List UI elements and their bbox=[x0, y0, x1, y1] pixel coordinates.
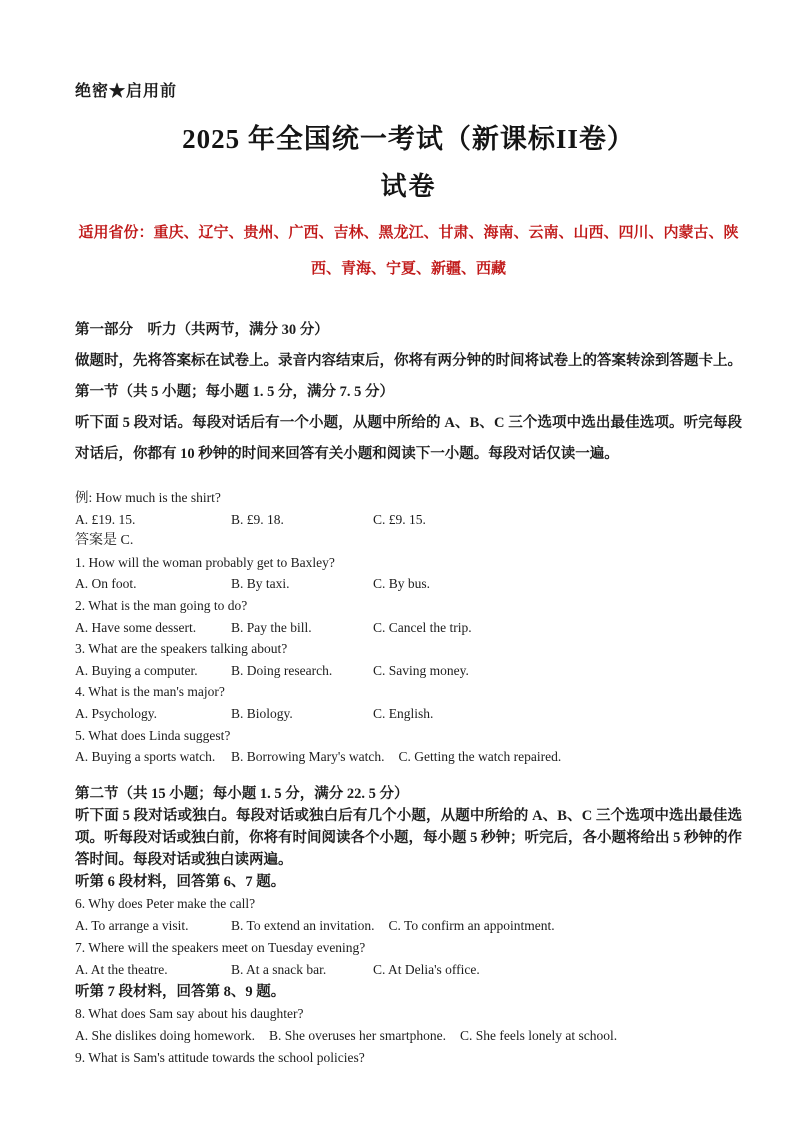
option-a: A. Psychology. bbox=[75, 705, 158, 721]
option-b: B. By taxi. bbox=[231, 576, 290, 592]
option-a: A. £19. 15. bbox=[75, 511, 136, 527]
material-6-prompt: 听第 6 段材料，回答第 6、7 题。 bbox=[75, 873, 286, 890]
option-b: B. Borrowing Mary's watch. bbox=[231, 749, 385, 765]
options-row bbox=[75, 617, 742, 639]
options-row bbox=[75, 1025, 742, 1047]
question-text: 5. What does Linda suggest? bbox=[75, 727, 231, 743]
question-6 bbox=[75, 893, 742, 937]
option-c: C. Saving money. bbox=[373, 662, 469, 678]
section1-questions bbox=[75, 487, 742, 768]
option-c: C. £9. 15. bbox=[373, 511, 426, 527]
option-c: C. She feels lonely at school. bbox=[459, 1027, 618, 1043]
provinces-line-1: 适用省份：重庆、辽宁、贵州、广西、吉林、黑龙江、甘肃、海南、云南、山西、四川、内蒙古、陕 bbox=[78, 225, 739, 241]
question-1 bbox=[75, 552, 742, 595]
question-5 bbox=[75, 725, 742, 768]
option-a: A. On foot. bbox=[75, 576, 137, 592]
exam-subtitle: 试卷 bbox=[380, 172, 437, 201]
example-options-row bbox=[75, 509, 742, 531]
option-a: A. Buying a computer. bbox=[75, 662, 198, 678]
question-text: 3. What are the speakers talking about? bbox=[75, 641, 288, 657]
option-a: A. At the theatre. bbox=[75, 961, 168, 977]
option-b: B. To extend an invitation. bbox=[231, 917, 375, 933]
option-a: A. She dislikes doing homework. bbox=[75, 1027, 255, 1043]
option-b: B. She overuses her smartphone. bbox=[269, 1027, 446, 1043]
part1-intro bbox=[75, 315, 742, 470]
options-row bbox=[75, 959, 742, 981]
question-text: 8. What does Sam say about his daughter? bbox=[75, 1005, 304, 1021]
question-text: 1. How will the woman probably get to Baxley? bbox=[75, 554, 335, 570]
section1-instructions: 听下面 5 段对话。每段对话后有一个小题，从题中所给的 A、B、C 三个选项中选出最佳选项。听完每段对话后，你都有 10 秒钟的时间来回答有关小题和阅读下一小题。每段对话仅读一遍。 bbox=[75, 415, 742, 462]
option-a: A. Buying a sports watch. bbox=[75, 749, 216, 765]
option-b: B. Doing research. bbox=[231, 662, 333, 678]
question-2 bbox=[75, 595, 742, 638]
option-c: C. English. bbox=[373, 705, 434, 721]
part1-heading: 第一部分 听力（共两节，满分 30 分） bbox=[75, 322, 329, 338]
question-8 bbox=[75, 1003, 742, 1047]
option-a: A. To arrange a visit. bbox=[75, 917, 189, 933]
section2-heading: 第二节（共 15 小题；每小题 1. 5 分，满分 22. 5 分） bbox=[75, 785, 409, 802]
options-row bbox=[75, 703, 742, 725]
question-text: 2. What is the man going to do? bbox=[75, 597, 248, 613]
example-answer: 答案是 C. bbox=[75, 533, 134, 549]
option-c: C. Getting the watch repaired. bbox=[398, 749, 562, 765]
question-7 bbox=[75, 937, 742, 981]
section2-instructions: 听下面 5 段对话或独白。每段对话或独白后有几个小题，从题中所给的 A、B、C 三个选项中选出最佳选项。听每段对话或独白前，你将有时间阅读各个小题，每小题 5 秒钟；听完后，各小题将给出 5 秒钟的作答时间。每段对话或独白读两遍。 bbox=[75, 807, 742, 868]
options-row bbox=[75, 660, 742, 682]
provinces-line-2: 西、青海、宁夏、新疆、西藏 bbox=[310, 261, 506, 277]
option-c: C. At Delia's office. bbox=[373, 961, 480, 977]
question-4 bbox=[75, 681, 742, 724]
exam-title: 2025 年全国统一考试（新课标II卷） bbox=[182, 124, 635, 154]
question-text: 7. Where will the speakers meet on Tuesday evening? bbox=[75, 939, 366, 955]
material-7-prompt: 听第 7 段材料，回答第 8、9 题。 bbox=[75, 983, 286, 1000]
question-text: 9. What is Sam's attitude towards the school policies? bbox=[75, 1049, 365, 1065]
section2 bbox=[75, 783, 742, 1069]
question-3 bbox=[75, 638, 742, 681]
question-9 bbox=[75, 1047, 742, 1069]
option-c: C. Cancel the trip. bbox=[373, 619, 472, 635]
options-row bbox=[75, 746, 742, 768]
option-c: C. By bus. bbox=[373, 576, 431, 592]
part1-instructions: 做题时，先将答案标在试卷上。录音内容结束后，你将有两分钟的时间将试卷上的答案转涂到答题卡上。 bbox=[75, 353, 742, 369]
option-c: C. To confirm an appointment. bbox=[388, 917, 555, 933]
section1-heading: 第一节（共 5 小题；每小题 1. 5 分，满分 7. 5 分） bbox=[75, 384, 394, 400]
option-a: A. Have some dessert. bbox=[75, 619, 197, 635]
option-b: B. £9. 18. bbox=[231, 511, 284, 527]
option-b: B. At a snack bar. bbox=[231, 961, 327, 977]
options-row bbox=[75, 915, 742, 937]
option-b: B. Pay the bill. bbox=[231, 619, 312, 635]
option-b: B. Biology. bbox=[231, 705, 293, 721]
question-text: 6. Why does Peter make the call? bbox=[75, 895, 256, 911]
applicable-provinces bbox=[75, 215, 742, 287]
options-row bbox=[75, 573, 742, 595]
example-question: 例: How much is the shirt? bbox=[75, 490, 221, 505]
security-classification: 绝密★启用前 bbox=[75, 83, 178, 100]
question-text: 4. What is the man's major? bbox=[75, 684, 225, 700]
